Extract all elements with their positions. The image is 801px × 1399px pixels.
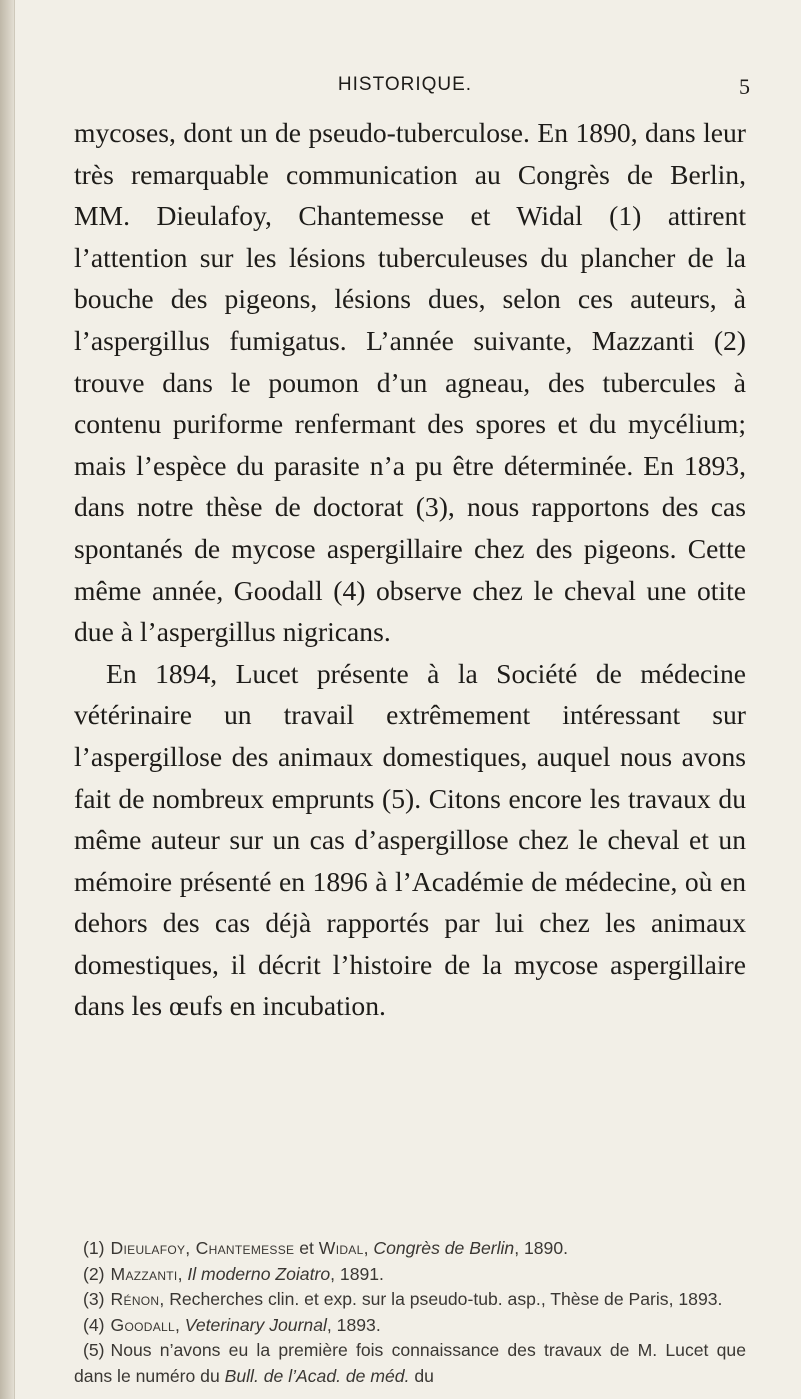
footnote-number: (1) [83,1238,105,1258]
page-header [60,74,750,104]
paragraph-2: En 1894, Lucet présente à la Société de médecine vétérinaire un travail extrêmement intéressant sur l’aspergillose des animaux domestiques, auquel nous avons fait de nombreux emprunts (5). Citons encore les travaux du même auteur sur un cas d’aspergillose chez le cheval et un mémoire présenté en 1896 à l’Académie de médecine, où en dehors des cas déjà rapportés par lui chez les animaux domestiques, il décrit l’histoire de la mycose aspergillaire dans les œufs en incubation. [74,657,746,1022]
footnote-author: Goodall [110,1314,175,1335]
body-text [74,112,746,1027]
footnote-title: Il moderno Zoiatro [187,1263,331,1284]
footnote-text: , 1893. [326,1314,381,1335]
paragraph-1: mycoses, dont un de pseudo-tuberculose. En 1890, dans leur très remarquable communication au Congrès de Berlin, MM. Dieulafoy, Chantemesse et Widal (1) attirent l’attention sur les lésions tuberculeuses du plancher de la bouche des pigeons, lésions dues, selon ces auteurs, à l’aspergillus fumigatus. L’année suivante, Mazzanti (2) trouve dans le poumon d’un agneau, des tubercules à contenu puriforme renfermant des spores et du mycélium; mais l’espèce du parasite n’a pu être déterminée. En 1893, dans notre thèse de doctorat (3), nous rapportons des cas spontanés de mycose aspergillaire chez des pigeons. Cette même année, Goodall (4) observe chez le cheval une otite due à l’aspergillus nigricans. [74,117,746,648]
footnote-text: Nous n’avons eu la première fois connaissance des travaux de M. Lucet que dans le numéro du [74,1340,746,1386]
footnote-number: (4) [83,1314,105,1335]
footnote-text: , [159,1289,170,1309]
footnote-text: , 1891. [330,1263,384,1284]
footnote-number: (5) [83,1340,105,1360]
footnote-title: Bull. de l’Acad. de méd. [224,1365,410,1386]
footnote-text: du [409,1365,434,1386]
footnote-text: , [177,1263,188,1284]
page-edge-shadow [0,0,14,1399]
footnote-author: Dieulafoy, Chantemesse [110,1238,295,1258]
footnote-1 [74,1236,746,1262]
footnote-4 [74,1313,746,1339]
footnote-text: , 1890. [514,1238,569,1258]
footnote-number: (3) [83,1289,105,1309]
footnote-author: Mazzanti [110,1263,178,1284]
running-head: HISTORIQUE. [337,74,473,95]
footnote-author: Widal [318,1238,364,1258]
footnote-text: et [294,1238,319,1258]
footnotes [74,1236,746,1389]
footnote-3 [74,1287,746,1313]
footnote-number: (2) [83,1263,105,1284]
footnote-2 [74,1262,746,1288]
page-number: 5 [739,74,750,99]
footnote-text: , [175,1314,185,1335]
footnote-title: Veterinary Journal [184,1314,327,1335]
footnote-5 [74,1338,746,1389]
footnote-text: , [363,1238,374,1258]
footnote-text: Recherches clin. et exp. sur la pseudo-tub. asp., Thèse de Paris, 1893. [169,1289,723,1309]
footnote-title: Congrès de Berlin [373,1238,515,1258]
footnote-author: Rénon [110,1289,160,1309]
